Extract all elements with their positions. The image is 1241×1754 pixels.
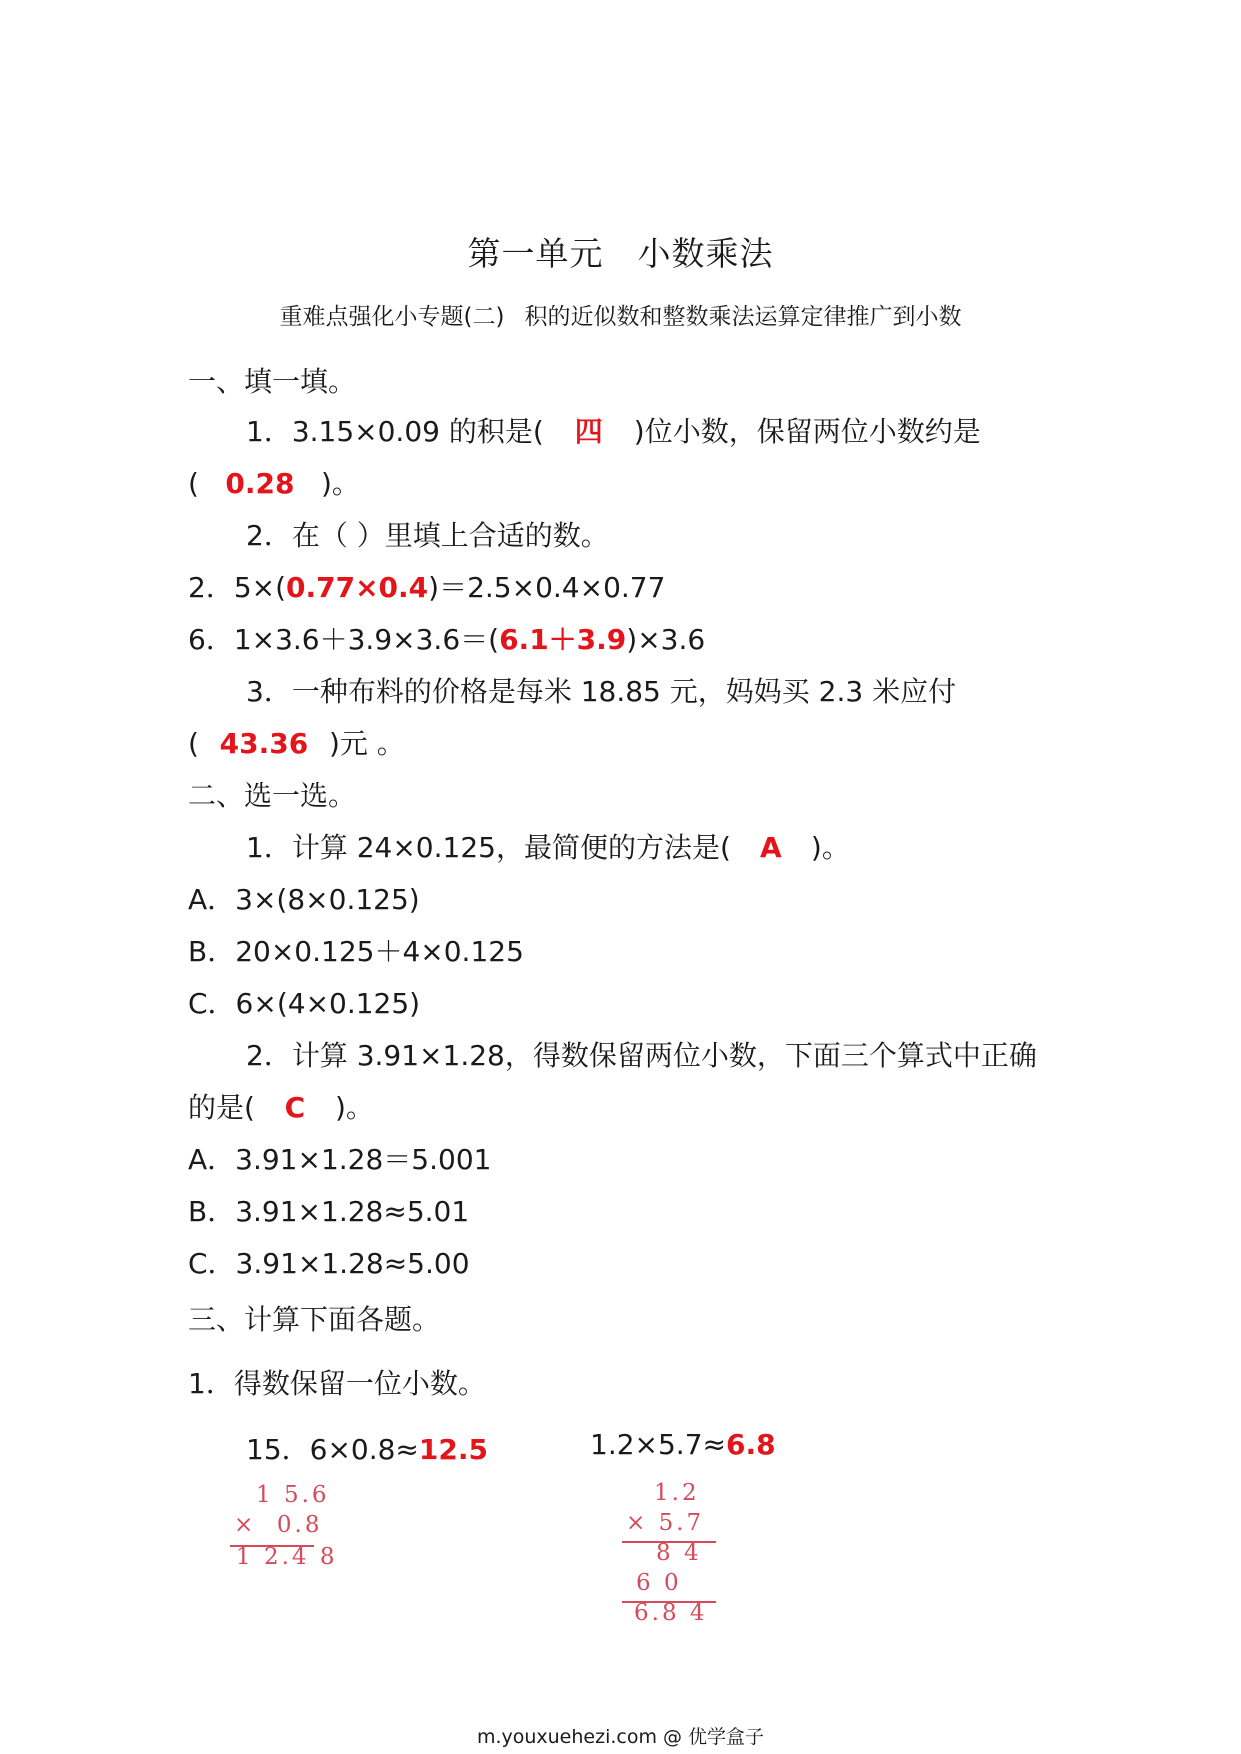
s1-q3-line1: 3．一种布料的价格是每米 18.85 元，妈妈买 2.3 米应付 [246, 675, 957, 708]
calc2-work-line1: 1.2 [654, 1480, 700, 1506]
s1-q1-line1 [246, 410, 981, 450]
s2-q2-close: )。 [334, 1091, 374, 1124]
calc1-work-line2: × 0.8 [234, 1512, 323, 1538]
s1-q1-pre: 1．3.15×0.09 的积是( [246, 415, 544, 448]
s2-q2-line2 [188, 1086, 374, 1126]
s3-calc1-answer: 12.5 [418, 1433, 488, 1466]
s2-q1-option-a: A．3×(8×0.125) [188, 883, 420, 916]
s2-q1-answer: A [760, 831, 782, 864]
s2-q1-pre: 1．计算 24×0.125，最简便的方法是( [246, 831, 731, 864]
s1-q1-open: ( [188, 467, 199, 500]
s1-q2a-answer: 0.77×0.4 [286, 571, 429, 604]
calc1-work-line1: 1 5.6 [256, 1482, 330, 1508]
s1-q2b-answer: 6.1＋3.9 [499, 623, 627, 656]
s1-q3-close: )元 。 [328, 727, 405, 760]
s2-q1-line [246, 826, 850, 866]
s2-q2-option-c: C．3.91×1.28≈5.00 [188, 1247, 470, 1280]
s3-calc2-expr: 1.2×5.7≈ [590, 1428, 726, 1461]
page-subtitle [0, 298, 1241, 331]
s1-q2a-post: )＝2.5×0.4×0.77 [428, 571, 666, 604]
s3-calc2-answer: 6.8 [725, 1428, 776, 1461]
subtitle-topic: 积的近似数和整数乘法运算定律推广到小数 [524, 304, 962, 330]
s1-q1-answer: 四 [574, 415, 603, 448]
s1-q2b-post: )×3.6 [626, 623, 706, 656]
page-footer: m.youxuehezi.com @ 优学盒子 [476, 1726, 765, 1748]
s1-q3-open: ( [188, 727, 199, 760]
s1-q2-text: 2．在（ ）里填上合适的数。 [246, 519, 609, 552]
calc2-work-line4: 6 0 [636, 1570, 682, 1596]
s1-q1-line2 [188, 462, 360, 502]
calc2-work-line3: 8 4 [656, 1540, 702, 1566]
section1-heading: 一、填一填。 [188, 365, 357, 398]
s1-q3-line2 [188, 722, 405, 762]
s2-q1-option-c: C．6×(4×0.125) [188, 987, 421, 1020]
s2-q2-option-b: B．3.91×1.28≈5.01 [188, 1195, 470, 1228]
s1-q1-answer2: 0.28 [225, 467, 295, 500]
s3-calc1-expr: 15．6×0.8≈ [246, 1433, 419, 1466]
s1-q2a-pre: 2．5×( [188, 571, 287, 604]
s2-q2-option-a: A．3.91×1.28＝5.001 [188, 1143, 492, 1176]
section2-heading: 二、选一选。 [188, 779, 357, 812]
s1-q2b-pre: 6．1×3.6＋3.9×3.6＝( [188, 623, 500, 656]
s2-q2-line1: 2．计算 3.91×1.28，得数保留两位小数，下面三个算式中正确 [246, 1039, 1037, 1072]
title-unit: 第一单元 [467, 234, 604, 273]
s1-q1-post: )位小数，保留两位小数约是 [633, 415, 981, 448]
calc2-work-line2: × 5.7 [626, 1510, 705, 1536]
s2-q2-open: 的是( [188, 1091, 255, 1124]
s2-q1-option-b: B．20×0.125＋4×0.125 [188, 935, 524, 968]
s1-q3-answer: 43.36 [219, 727, 309, 760]
s3-calc1 [246, 1428, 488, 1468]
s2-q1-post: )。 [810, 831, 850, 864]
title-topic: 小数乘法 [637, 234, 774, 273]
calc1-work-result: 1 2.4 8 [236, 1544, 338, 1570]
s1-q2-a [188, 566, 665, 606]
s3-calc2 [590, 1428, 776, 1461]
s1-q2-b [188, 618, 705, 658]
s2-q2-answer: C [284, 1091, 306, 1124]
s1-q1-close: )。 [320, 467, 360, 500]
page-title [0, 228, 1241, 275]
subtitle-series: 重难点强化小专题(二) [279, 304, 505, 330]
calc2-work-result: 6.8 4 [634, 1600, 708, 1626]
section3-heading: 三、计算下面各题。 [188, 1303, 441, 1336]
s3-sub1: 1．得数保留一位小数。 [188, 1367, 486, 1400]
